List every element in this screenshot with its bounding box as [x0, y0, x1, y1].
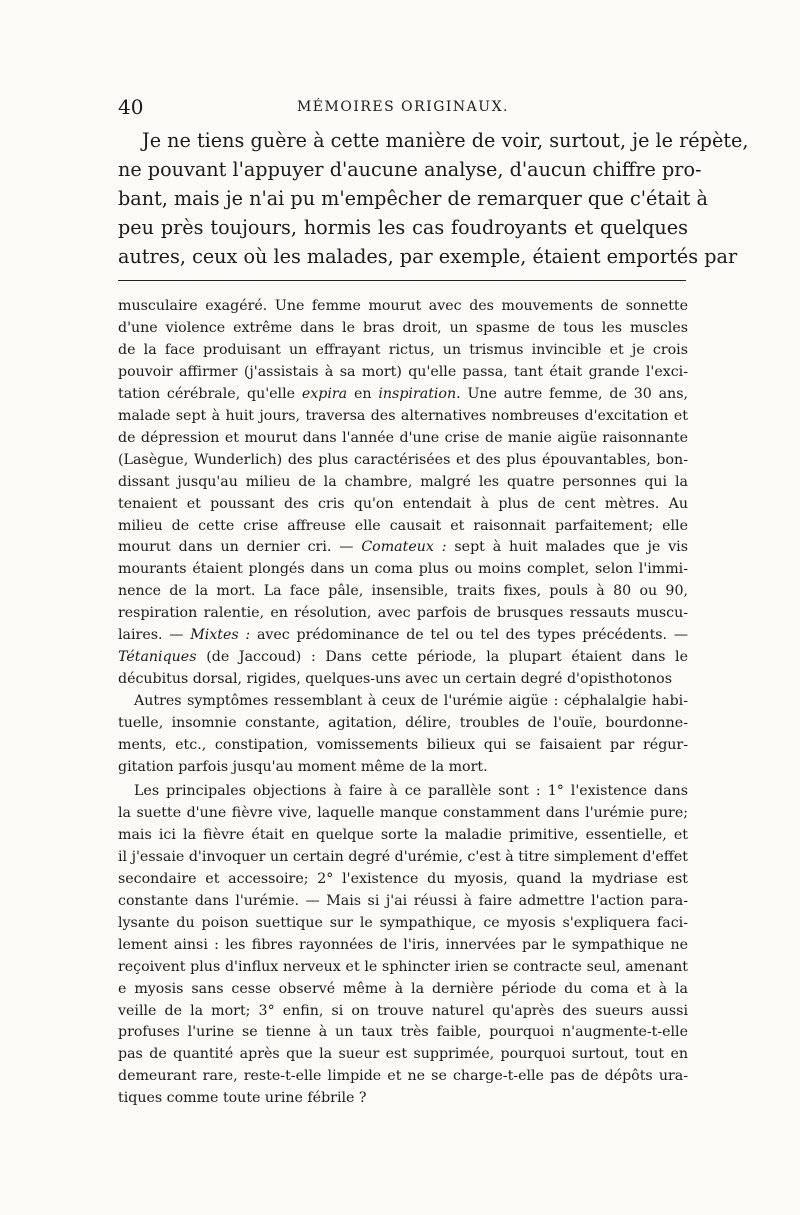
footnote-line [118, 625, 688, 647]
footnote-line [118, 384, 688, 406]
italic-term-inspiration: inspiration [378, 385, 457, 402]
footnote-line: profuses l'urine se tienne à un taux très faible, pourquoi n'augmente-t-elle [118, 1024, 688, 1041]
footnote-line: (Lasègue, Wunderlich) des plus caractérisées et des plus épouvantables, bon- [118, 451, 688, 468]
footnote-line: de la face produisant un effrayant rictus, un trismus invincible et je crois [118, 341, 688, 358]
footnote-text: mourut dans un dernier cri. — [118, 539, 354, 556]
footnote-text: laires. — [118, 627, 184, 644]
footnote-line: de dépression et mourut dans l'année d'une crise de manie aigüe raisonnante [118, 429, 688, 446]
running-title: MÉMOIRES ORIGINAUX. [296, 99, 510, 115]
footnote-line: lement ainsi : les fibres rayonnées de l'iris, innervées par le sympathique ne [118, 936, 688, 953]
footnote-line: constante dans l'urémie. — Mais si j'ai réussi à faire admettre l'action para- [118, 892, 688, 909]
footnote-line: dissant jusqu'au milieu de la chambre, malgré les quatre personnes qui la [118, 473, 688, 490]
main-line: bant, mais je n'ai pu m'empêcher de remarquer que c'était à [118, 187, 708, 211]
italic-term-tetaniques: Tétaniques [118, 649, 197, 666]
italic-term-expira: expira [301, 385, 348, 402]
footnote-line: musculaire exagéré. Une femme mourut avec des mouvements de sonnette [118, 298, 688, 314]
footnote-line: la suette d'une fièvre vive, laquelle manque constamment dans l'urémie pure; [118, 804, 688, 821]
footnote-text: (de Jaccoud) : Dans cette période, la plupart étaient dans le [206, 649, 688, 666]
footnote-block [118, 296, 688, 1110]
footnote-line: tiques comme toute urine fébrile ? [118, 1090, 367, 1107]
footnote-line: milieu de cette crise affreuse elle causait et raisonnait parfaitement; elle [118, 517, 688, 534]
footnote-text: . Une autre femme, de 30 ans, [456, 385, 688, 402]
main-line: Je ne tiens guère à cette manière de voir, surtout, je le répète, [142, 129, 749, 152]
footnote-line [118, 537, 688, 559]
footnote-line: d'une violence extrême dans le bras droit, un spasme de tous les muscles [118, 319, 688, 336]
footnote-text: en [353, 385, 372, 402]
footnote-line: il j'essaie d'invoquer un certain degré d'urémie, c'est à titre simplement d'effet [118, 848, 688, 865]
footnote-line: secondaire et accessoire; 2° l'existence du myosis, quand la mydriase est [118, 870, 688, 887]
footnote-line: mais ici la fièvre était en quelque sorte la maladie primitive, essentielle, et [118, 826, 688, 843]
footnote-line: e myosis sans cesse observé même à la dernière période du coma et à la [118, 980, 688, 997]
page-number: 40 [118, 95, 144, 119]
italic-term-comateux: Comateux : [361, 539, 447, 556]
main-line: autres, ceux où les malades, par exemple, étaient emportés par [118, 245, 738, 269]
footnote-text: sept à huit malades que je vis [454, 539, 688, 556]
footnote-line: ments, etc., constipation, vomissements bilieux qui se faisaient par régur- [118, 737, 688, 754]
footnote-text: avec prédominance de tel ou tel des types précédents. — [256, 627, 689, 644]
footnote-line: lysante du poison suettique sur le sympathique, ce myosis s'expliquera faci- [118, 914, 688, 931]
footnote-line: mourants étaient plongés dans un coma plus ou moins complet, selon l'immi- [118, 561, 688, 578]
footnote-line: pas de quantité après que la sueur est supprimée, pourquoi surtout, tout en [118, 1046, 688, 1063]
footnote-line: gitation parfois jusqu'au moment même de la mort. [118, 759, 488, 776]
italic-term-mixtes: Mixtes : [190, 627, 251, 644]
footnote-line: Autres symptômes ressemblant à ceux de l'urémie aigüe : céphalalgie habi- [134, 693, 688, 710]
footnote-line [118, 647, 688, 669]
footnote-line: reçoivent plus d'influx nerveux et le sphincter irien se contracte seul, amenant [118, 958, 688, 975]
main-line: peu près toujours, hormis les cas foudroyants et quelques [118, 216, 688, 240]
footnote-separator-rule [118, 280, 686, 281]
main-paragraph [118, 126, 749, 271]
footnote-line: pouvoir affirmer (j'assistais à sa mort) qu'elle passa, tant était grande l'exci- [118, 363, 688, 380]
footnote-line: veille de la mort; 3° enfin, si on trouve naturel qu'après des sueurs aussi [118, 1002, 688, 1019]
footnote-line: tenaient et poussant des cris qu'on entendait à plus de cent mètres. Au [118, 495, 688, 512]
running-head [118, 95, 688, 121]
footnote-line: malade sept à huit jours, traversa des alternatives nombreuses d'excitation et [118, 407, 688, 424]
footnote-line: nence de la mort. La face pâle, insensible, traits fixes, pouls à 80 ou 90, [118, 583, 688, 600]
footnote-line: demeurant rare, reste-t-elle limpide et ne se charge-t-elle pas de dépôts ura- [118, 1068, 688, 1085]
footnote-line: respiration ralentie, en résolution, avec parfois de brusques ressauts muscu- [118, 605, 688, 622]
main-line: ne pouvant l'appuyer d'aucune analyse, d'aucun chiffre pro- [118, 158, 702, 182]
footnote-line: décubitus dorsal, rigides, quelques-uns avec un certain degré d'opisthotonos [118, 671, 672, 688]
footnote-line: tuelle, insomnie constante, agitation, délire, troubles de l'ouïe, bourdonne- [118, 715, 688, 732]
footnote-line: Les principales objections à faire à ce parallèle sont : 1° l'existence dans [134, 782, 688, 799]
footnote-text: tation cérébrale, qu'elle [118, 385, 296, 402]
